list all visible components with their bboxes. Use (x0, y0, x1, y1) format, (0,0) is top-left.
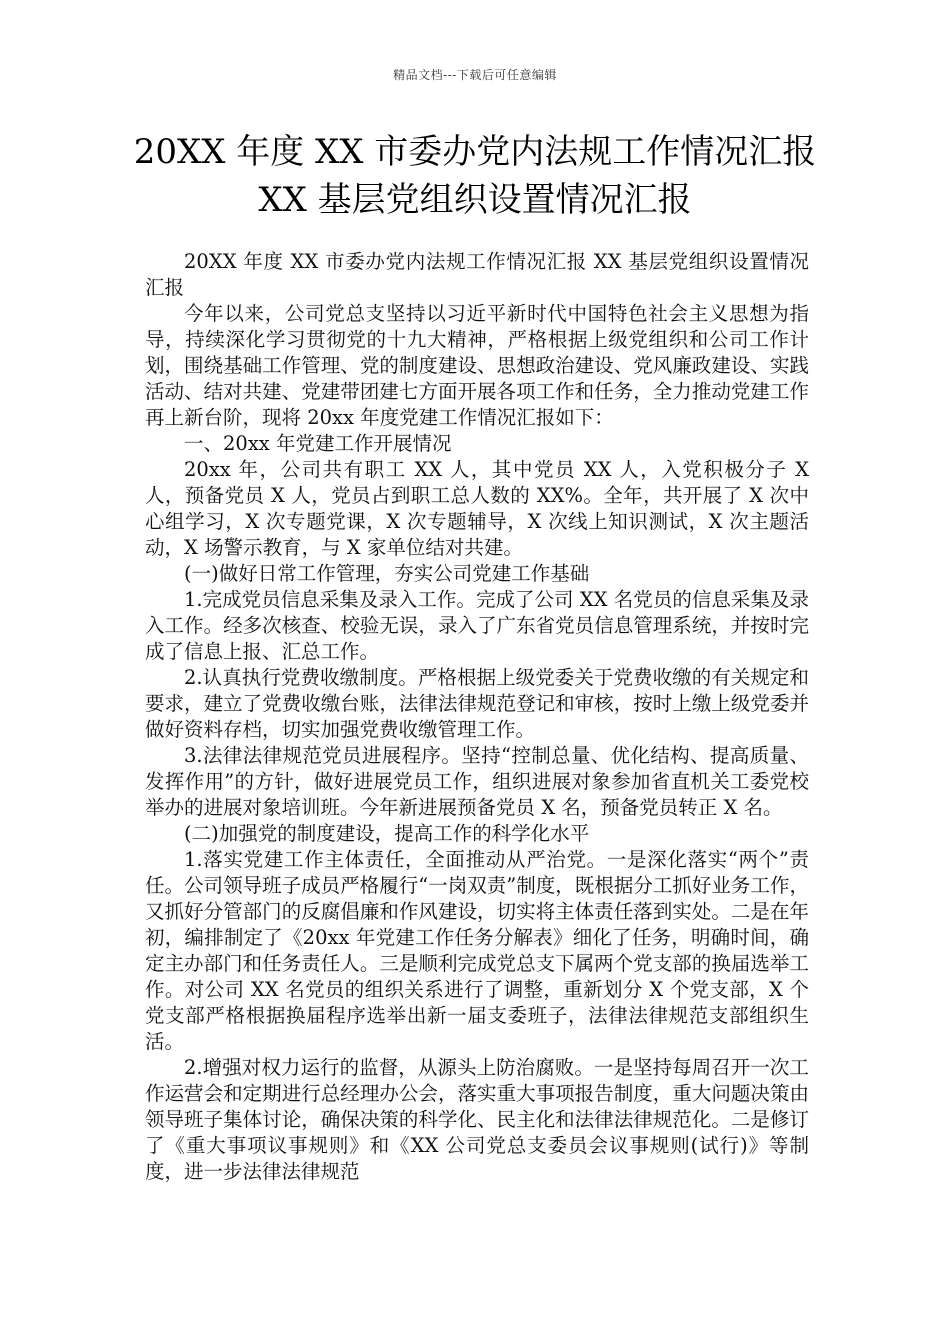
subsection-heading: (一)做好日常工作管理，夯实公司党建工作基础 (184, 562, 590, 585)
title-line-2: XX 基层党组织设置情况汇报 (258, 180, 692, 220)
document-title (90, 128, 860, 224)
body-paragraph: 3.法律法律规范党员进展程序。坚持“控制总量、优化结构、提高质量、发挥作用”的方针，做好进展党员工作，组织进展对象参加省直机关工委党校举办的进展对象培训班。今年新进展预备党员 X 名，预备党员转正 X 名。 (145, 744, 809, 819)
header-note: 精品文档---下载后可任意编辑 (393, 68, 557, 82)
title-line-1: 20XX 年度 XX 市委办党内法规工作情况汇报 (133, 132, 817, 172)
body-paragraph: 1.落实党建工作主体责任，全面推动从严治党。一是深化落实“两个”责任。公司领导班子成员严格履行“一岗双责”制度，既根据分工抓好业务工作，又抓好分管部门的反腐倡廉和作风建设，切实将主体责任落到实处。二是在年初，编排制定了《20xx 年党建工作任务分解表》细化了任务，明确时间，确定主办部门和任务责任人。三是顺利完成党总支下属两个党支部的换届选举工作。对公司 XX 名党员的组织关系进行了调整，重新划分 X 个党支部，X 个党支部严格根据换届程序选举出新一届支委班子，法律法律规范支部组织生活。 (145, 848, 809, 1053)
body-paragraph: 20xx 年，公司共有职工 XX 人，其中党员 XX 人，入党积极分子 X 人，预备党员 X 人，党员占到职工总人数的 XX%。全年，共开展了 X 次中心组学习，X 次专题党课，X 次专题辅导，X 次线上知识测试，X 次主题活动，X 场警示教育，与 X 家单位结对共建。 (145, 458, 809, 559)
section-heading: 一、20xx 年党建工作开展情况 (184, 432, 452, 455)
body-paragraph: 20XX 年度 XX 市委办党内法规工作情况汇报 XX 基层党组织设置情况汇报 (145, 250, 809, 299)
body-paragraph: 今年以来，公司党总支坚持以习近平新时代中国特色社会主义思想为指导，持续深化学习贯彻党的十九大精神，严格根据上级党组织和公司工作计划，围绕基础工作管理、党的制度建设、思想政治建设、党风廉政建设、实践活动、结对共建、党建带团建七方面开展各项工作和任务，全力推动党建工作再上新台阶，现将 20xx 年度党建工作情况汇报如下： (145, 302, 809, 429)
subsection-heading: (二)加强党的制度建设，提高工作的科学化水平 (184, 822, 590, 845)
body-paragraph: 2.认真执行党费收缴制度。严格根据上级党委关于党费收缴的有关规定和要求，建立了党费收缴台账，法律法律规范登记和审核，按时上缴上级党委并做好资料存档，切实加强党费收缴管理工作。 (145, 666, 809, 741)
body-paragraph: 1.完成党员信息采集及录入工作。完成了公司 XX 名党员的信息采集及录入工作。经多次核查、校验无误，录入了广东省党员信息管理系统，并按时完成了信息上报、汇总工作。 (145, 588, 809, 663)
document-body (145, 249, 809, 1185)
body-paragraph: 2.增强对权力运行的监督，从源头上防治腐败。一是坚持每周召开一次工作运营会和定期进行总经理办公会，落实重大事项报告制度，重大问题决策由领导班子集体讨论，确保决策的科学化、民主化和法律法律规范化。二是修订了《重大事项议事规则》和《XX 公司党总支委员会议事规则(试行)》等制度，进一步法律法律规范 (145, 1056, 809, 1183)
